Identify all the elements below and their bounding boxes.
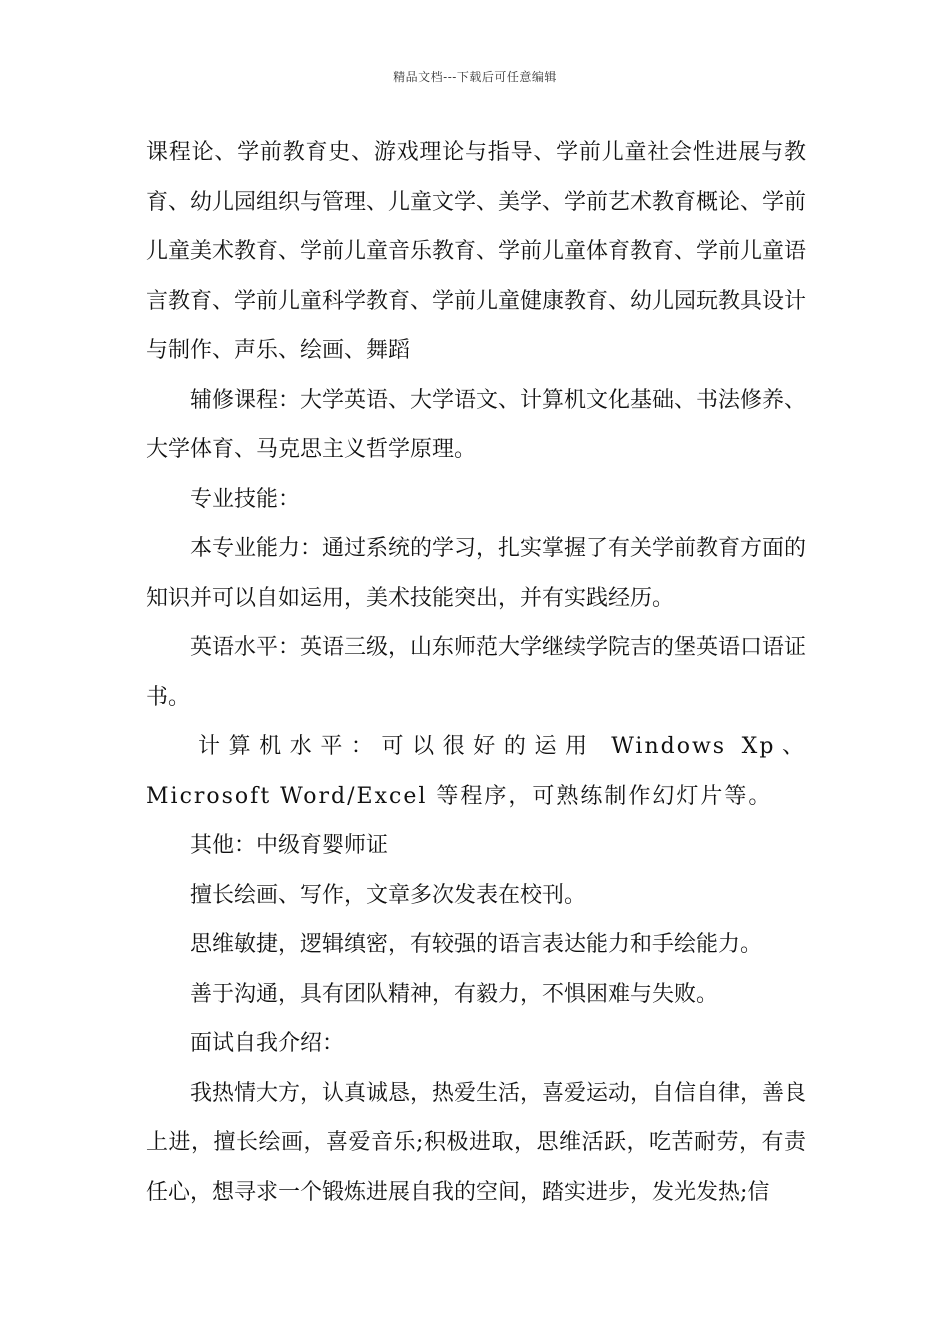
paragraph-courses-continued: 课程论、学前教育史、游戏理论与指导、学前儿童社会性进展与教育、幼儿园组织与管理、儿童文学、美学、学前艺术教育概论、学前儿童美术教育、学前儿童音乐教育、学前儿童体育教育、学前儿童语言教育、学前儿童科学教育、学前儿童健康教育、幼儿园玩教具设计与制作、声乐、绘画、舞蹈 bbox=[146, 140, 807, 363]
paragraph-self-introduction: 我热情大方，认真诚恳，热爱生活，喜爱运动，自信自律，善良上进，擅长绘画，喜爱音乐;积极进取，思维活跃，吃苦耐劳，有责任心，想寻求一个锻炼进展自我的空间，踏实进步，发光发热;信 bbox=[146, 1080, 807, 1205]
document-body bbox=[146, 128, 806, 1217]
paragraph-major-ability: 本专业能力：通过系统的学习，扎实掌握了有关学前教育方面的知识并可以自如运用，美术技能突出，并有实践经历。 bbox=[146, 536, 807, 611]
heading-interview-intro: 面试自我介绍： bbox=[190, 1031, 345, 1056]
paragraph-computer-level: 计算机水平：可以很好的运用 Windows Xp、Microsoft Word/Excel 等程序，可熟练制作幻灯片等。 bbox=[146, 734, 806, 809]
paragraph-other-certificates: 其他：中级育婴师证 bbox=[190, 833, 389, 858]
paragraph-english-level: 英语水平：英语三级，山东师范大学继续学院吉的堡英语口语证书。 bbox=[146, 635, 807, 710]
paragraph-specialty: 擅长绘画、写作，文章多次发表在校刊。 bbox=[190, 882, 587, 908]
paragraph-minor-courses: 辅修课程：大学英语、大学语文、计算机文化基础、书法修养、大学体育、马克思主义哲学原理。 bbox=[146, 387, 807, 462]
paragraph-communication: 善于沟通，具有团队精神，有毅力，不惧困难与失败。 bbox=[190, 981, 719, 1007]
paragraph-thinking: 思维敏捷，逻辑缜密，有较强的语言表达能力和手绘能力。 bbox=[190, 932, 763, 957]
heading-professional-skills: 专业技能： bbox=[190, 486, 301, 512]
page-header: 精品文档---下载后可任意编辑 bbox=[393, 70, 557, 84]
